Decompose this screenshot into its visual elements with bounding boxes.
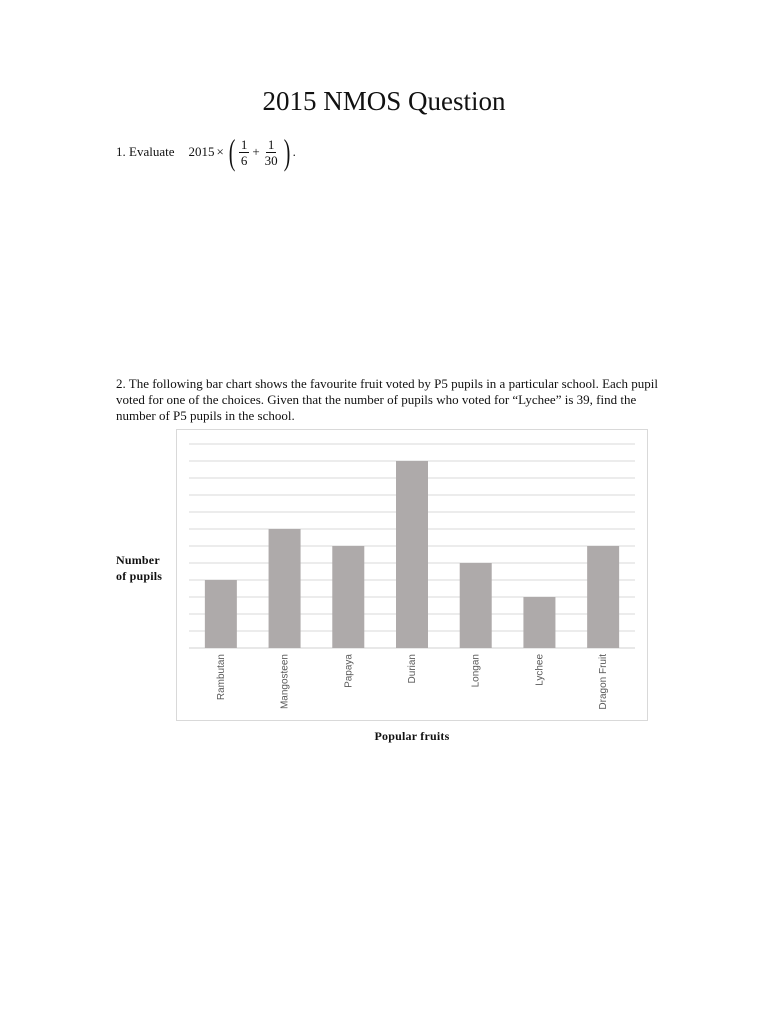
- x-tick-label: Rambutan: [215, 654, 227, 701]
- bar-longan: [460, 563, 492, 648]
- fraction-denominator: 30: [264, 152, 278, 168]
- fraction-numerator: 1: [267, 136, 275, 152]
- y-axis-label-line-2: of pupils: [116, 569, 163, 583]
- times-sign: ×: [216, 144, 224, 159]
- close-paren: ): [283, 132, 290, 172]
- bar-papaya: [332, 546, 364, 648]
- question-1-prefix: 1. Evaluate: [116, 144, 175, 159]
- page-title: 2015 NMOS Question: [262, 86, 506, 116]
- fraction-one-thirtieth: [263, 137, 280, 168]
- question-2-text: 2. The following bar chart shows the favourite fruit voted by P5 pupils in a particular school. Each pupil voted for one of the choices. Given that the number of pupils who voted for “Lychee” is 39, find the number of P5 pupils in the school.: [116, 376, 659, 423]
- multiplier: 2015: [188, 144, 215, 159]
- x-tick-label: Lychee: [534, 654, 546, 686]
- fraction-one-sixth: [239, 137, 250, 168]
- x-tick-label: Dragon Fruit: [598, 654, 610, 710]
- bar-chart: [176, 429, 648, 721]
- x-tick-label: Longan: [470, 654, 482, 688]
- question-1: [116, 134, 296, 170]
- x-tick-label: Mangosteen: [279, 654, 291, 710]
- open-paren: (: [228, 132, 236, 172]
- bar-rambutan: [205, 580, 237, 648]
- y-axis-label: [116, 552, 162, 584]
- x-tick-label: Durian: [407, 654, 418, 684]
- math-expression: [188, 134, 295, 170]
- bar-mangosteen: [269, 529, 301, 648]
- y-axis-label-line-1: Number: [116, 553, 160, 567]
- bar-durian: [396, 461, 428, 648]
- plus-sign: +: [252, 144, 260, 159]
- bar-chart-svg: [177, 430, 647, 720]
- x-axis-label: Popular fruits: [374, 729, 450, 743]
- fraction-denominator: 6: [240, 152, 248, 168]
- bar-dragon-fruit: [587, 546, 619, 648]
- bar-lychee: [523, 597, 555, 648]
- fraction-numerator: 1: [240, 136, 248, 152]
- period: .: [292, 144, 296, 159]
- x-tick-label: Papaya: [343, 654, 355, 688]
